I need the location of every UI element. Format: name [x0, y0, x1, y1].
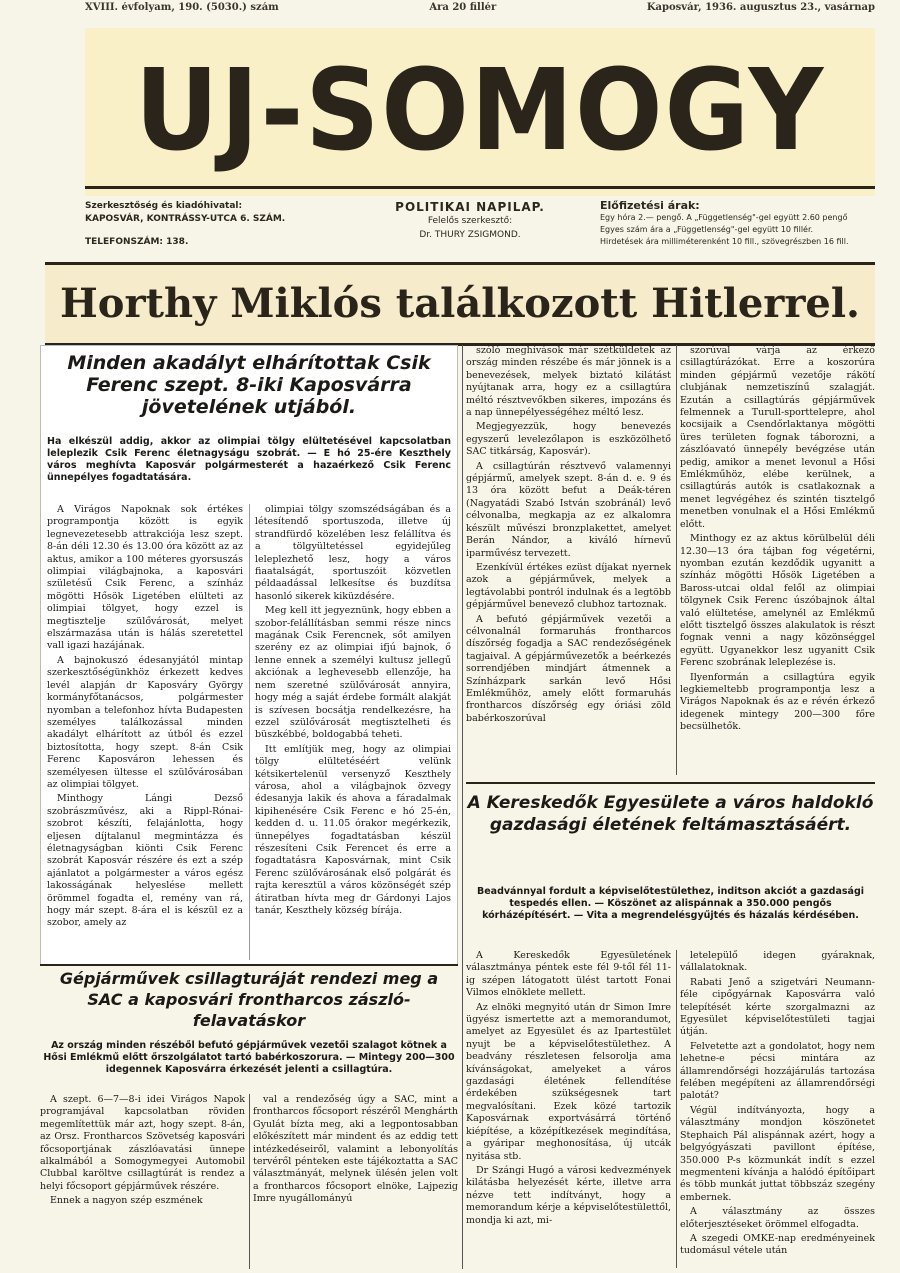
paragraph: A csillagtúrán résztvevő valamennyi gépjármű, amelyek szept. 8-án d. e. 9 és 13 óra között befut a Deák-téren (Nagyatádi Szabó István szobránál) levő célvonalba, megkapja az ez alkalomra készült művészi bronzplakettet, amelyet Berán Nándor, a kiváló hírnevű iparművész tervezett. — [466, 460, 671, 559]
article-gepjarmuvek-lead: Az ország minden részéből befutó gépjárművek vezetői szalagot kötnek a Hősi Emlékmű előtt őrszolgálatot tartó babérkoszorura. — Mintegy 200—300 idegennek Kaposvárra érkezését jelenti a csillagtúra. — [43, 1040, 455, 1075]
main-headline: Horthy Miklós találkozott Hitlerrel. — [60, 280, 860, 327]
article-column-right — [255, 504, 451, 919]
paragraph: szorúval várja az érkező csillagtúrázókat. Erre a koszorúra minden gépjármű vezetője rákötí clubjának nemzetiszínű szalagját. Ezután a csillagtúrás gépjárművek felmennek a Turull-sporttelepre, ahol kocsijaik a Csendőrlaktanya mögötti üres területen fognak táborozni, a zászlóavató ünnepély bevégzése után pedig, amikor a menet levonul a Hősi Emlékműhöz, elébe kerülnek, a csillagtúrás autók is csatlakoznak a menet legvégéhez és szintén tisztelgő menetben vonulnak el a Hősi Emlékmű előtt. — [680, 345, 875, 530]
column-divider — [676, 950, 677, 1268]
paragraph: Meg kell itt jegyeznünk, hogy ebben a szobor-felállításban semmi része nincs magának Csik Ferencnek, sőt amilyen szerény ez az olimpiai ifjú bajnok, ő lenne ennek a személyi kultusz jellegű akciónak a leghevesebb ellenzője, ha nem szeretné szülővárosát annyira, hogy még a saját érdebe formált alakját is szívesen bocsátja rendelkezésre, ha ezzel szülővárosát megtisztelheti és büszkébbé, boldogabbá teheti. — [255, 605, 451, 741]
editor-label: Felelős szerkesztő: — [427, 216, 513, 226]
paragraph: Dr Szángi Hugó a városi kedvezmények kilátásba helyezését kérte, illetve arra nézve tett indítványt, hogy a memorandum kérje a képviselőtestülettől, mondja ki azt, mi- — [466, 1164, 671, 1226]
paragraph: A Virágos Napoknak sok értékes programpontja között is egyik legnevezetesebb attrakciója lesz szept. 8-án déli 12.30 és 13.00 óra között az az aktus, amikor a 100 méteres gyorsuszás olimpiai világbajnoka, a kaposvári születésű Csik Ferenc, a színház mögötti Hősök Ligetében elülteti az olimpiai tölgyet, hogy ezzel is megtisztelje szülővárosát, melyet elszármazása után is hálás szeretettel vall igazi hazájának. — [47, 504, 243, 652]
paragraph: A választmány az összes előterjesztéseket örömmel elfogadta. — [680, 1206, 875, 1230]
paragraph: letelepülő idegen gyáraknak, vállalatoknak. — [680, 950, 875, 974]
paragraph: Minthogy ez az aktus körülbelül déli 12.30—13 óra tájban fog végetérni, nyomban ezután kezdődik ugyanitt a színház mögötti Hősök Ligetében a Baross-utcai oldal felől az olimpiai tölgynek Csik Ferenc úszóbajnok által való elültetése, amelynél az Emlékmű előtt tisztelgő összes alakulatok is részt fognak venni a nagy közönséggel együtt. Ugyanekkor lesz ugyanitt Csik Ferenc szobrának leleplezése is. — [680, 533, 875, 669]
price-line-2: Egyes szám ára a „Függetlenség"-gel együtt 10 fillér. — [600, 225, 814, 234]
paragraph: Ezenkívül értékes ezüst díjakat nyernek azok a gépjárművek, melyek a legtávolabbi pontról indulnak és a legtöbb gépjárművel benevező clubhoz tartoznak. — [466, 561, 671, 611]
paragraph: Megjegyezzük, hogy benevezés egyszerű levelezőlapon is eszközölhető SAC titkárság, Kaposvár). — [466, 421, 671, 458]
section-rule — [40, 964, 458, 966]
price-line-3: Hirdetések ára milliméterenként 10 fill., szövegrészben 16 fill. — [600, 237, 849, 246]
paper-type-title: POLITIKAI NAPILAP. — [395, 200, 545, 214]
article-column-left — [47, 504, 243, 932]
office-address: KAPOSVÁR, KONTRÁSSY-UTCA 6. SZÁM. — [85, 214, 286, 224]
article-lead: Ha elkészül addig, akkor az olimpiai tölgy elültetésével kapcsolatban leleplezik Csik Ferenc életnagyságu szobrát. — E hó 25-ére Keszthely város meghívta Kaposvár polgármesterét a hazaérkező Csik Ferenc ünnepélyes fogadtatására. — [47, 436, 451, 483]
article-csik-ferenc — [40, 345, 458, 965]
paragraph: A szegedi OMKE-nap eredményeinek tudomásul vétele után — [680, 1232, 875, 1257]
paragraph: Minthogy Lángi Dezső szobrászművész, aki a Rippl-Rónai-szobrot készíti, felajánlotta, hogy eljesen díjtalanul megmintázza és életnagyságban kiönti Csik Ferenc szobrát Kaposvár részére és ezt a szép ajánlatot a polgármester a város egész lakosságának helyeslése mellett örömmel fogadta el, remény van rá, hogy már szept. 8-ára el is készül ez a szobor, amely az — [47, 793, 243, 929]
office-label: Szerkesztőség és kiadóhivatal: — [85, 201, 243, 211]
gepjarmuvek-column-right — [253, 1094, 458, 1269]
paragraph: Ennek a nagyon szép eszmének — [50, 1195, 203, 1207]
editor-name: Dr. THURY ZSIGMOND. — [419, 230, 521, 240]
prices-title: Előfizetési árak: — [600, 199, 700, 212]
article-headline: Minden akadályt elhárítottak Csik Ferenc szept. 8-iki Kaposvárra jövetelének utjából. — [67, 352, 431, 418]
column-divider — [249, 1094, 250, 1269]
issue-date: Kaposvár, 1936. augusztus 23., vasárnap — [646, 2, 875, 13]
paragraph: olimpiai tölgy szomszédságában és a létesítendő sportuszoda, illetve új strandfürdő közelében lesz felállítva és a tölgyültetéssel egyidejűleg leleplezhető lesz, hogy a város fiaatalságát, sportuszóit közvetlen példaadással lelkesítse és buzdítsa hasonló sikerek kiküzdésére. — [255, 504, 451, 602]
column-divider — [676, 345, 677, 775]
paragraph: Felvetette azt a gondolatot, hogy nem lehetne-e pécsi mintára az államrendőrségi hozzájárulás tartozása felében megépíteni az államrendőrségi palotát? — [680, 1040, 875, 1102]
paragraph: Itt említjük meg, hogy az olimpiai tölgy elültetéséért velünk kétsikertelenül versenyző Keszthely városa, ahol a világbajnok özvegy édesanyja lakik és ahova a fáradalmak kipihenésére Csik Ferenc e hó 25-én, kedden d. u. 11.05 órakor megérkezik, ünnepélyes fogadtatásban készül részesíteni Csik Ferencet és erre a fogadtatásra Kaposvárnak, mint Csik Ferenc szülővárosának első polgárát és rajta keresztül a város közönségét szép átiratban hívta meg dr Gárdonyi Lajos tanár, Keszthely község bírája. — [255, 743, 451, 916]
paragraph: Az elnöki megnyitó után dr Simon Imre ügyész ismertette azt a memorandumot, amelyet az Egyesület és az Ipartestület nyujt be a képviselőtestülethez. A beadvány részletesen felsorolja ama kívánságokat, amelyeket a város gazdasági életének fellendítése érdekében szükségesnek tart megvalósítani. Ezek közé tartozik Kaposvárnak exportvásárrá történő kiépítése, a középítkezések megindítása, a gyáripar meghonosítása, új utcák nyitása stb. — [466, 1001, 671, 1162]
paragraph: Végül indítványozta, hogy a választmány mondjon köszönetet Stephaich Pál alispánnak azért, hogy a belgyógyászati pavillont építése, 350.000 P-s közmunkát indít s ezzel megmenteni kívánja a halódó építőipart és több munkát juttat többszáz szegény embernek. — [680, 1104, 875, 1203]
newspaper-title: UJ-SOMOGY — [134, 46, 826, 176]
paragraph: A bajnokuszó édesanyjától mintap szerkesztőségünkhöz érkezett kedves levél alapján dr Kaposváry György kormányfőtanácsos, polgármester nyomban a telefonhoz hívta Budapesten személyes találkozással minden akadályt elhárított az útból és ezzel biztosította, hogy szept. 8-án Csik Ferenc Kaposváron lehessen és személyesen ültesse el szülővárosában az olimpiai tölgyet. — [47, 654, 243, 790]
issue-price: Ára 20 fillér — [429, 2, 497, 13]
section-rule — [466, 782, 875, 784]
paragraph: szóló meghívások már szétküldetek az ország minden részébe és már jönnek is a benevezések, melyek biztató kilátást nyújtanak arra, hogy ez a csillagtúra méltó résztvevőkben sikeres, impozáns és a nap ünnepélyességéhez méltó lesz. — [466, 345, 671, 419]
article-kereskedok-headline: A Kereskedők Egyesülete a város haldokló gazdasági életének feltámasztásáért. — [467, 793, 874, 835]
paragraph: A Kereskedők Egyesületének választmánya péntek este fél 9-től fél 11-ig szépen látogatott ülést tartott Fonai Vilmos elnöklete mellett. — [466, 950, 671, 999]
paragraph: Rabati Jenő a szigetvári Neumann-féle cipőgyárnak Kaposvárra való telepítését kérte szorgalmazni az Egyesület képviselőtestületi tagjai útján. — [680, 976, 875, 1038]
paragraph: A szept. 6—7—8-i idei Virágos Napok programjával kapcsolatban röviden megemlítettük már azt, hogy szept. 8-án, az Orsz. Frontharcos Szövetség kaposvári főcsoportjának zászlóavatási ünnepe alkalmából a Somogymegyei Automobil Clubbal karöltve csillagtúrát is rendez a helyi főcsoport gépjárművek részére. — [40, 1094, 245, 1192]
subscription-prices — [600, 200, 875, 248]
column-divider — [462, 345, 463, 1269]
article-gepjarmuvek-headline: Gépjárművek csillagturáját rendezi meg a SAC a kaposvári frontharcos zászló-felavatáskor — [59, 969, 439, 1030]
column-divider — [249, 504, 250, 960]
paragraph: Ilyenformán a csillagtúra egyik legkiemeltebb programpontja lesz a Virágos Napoknak és az e révén érkező idegenek mintegy 200—300 főre becsülhetők. — [680, 671, 875, 733]
csillagtura-continued-column — [466, 345, 671, 775]
article-kereskedok-lead: Beadvánnyal fordult a képviselőtestülethez, inditson akciót a gazdasági tespedés ellen. — Köszönet az alispánnak a 350.000 pengős kórházépítésért. — Vita a megrendelésgyűjtés és házalás kérdésében. — [476, 886, 865, 921]
office-phone: TELEFONSZÁM: 138. — [85, 237, 189, 247]
kereskedok-column-left — [466, 950, 671, 1268]
dateline — [85, 2, 875, 20]
masthead — [85, 28, 875, 196]
masthead-rule — [85, 186, 875, 189]
publisher-info — [85, 200, 875, 252]
price-line-1: Egy hóra 2.— pengő. A „Függetlenség"-gel együtt 2.60 pengő — [600, 213, 848, 222]
issue-number: XVIII. évfolyam, 190. (5030.) szám — [85, 2, 279, 13]
paper-type — [355, 200, 585, 242]
paragraph: A befutó gépjárművek vezetői a célvonalnál formaruhás frontharcos díszőrség fogadja a SAC rendezőségének tagjaival. A gépjárművezetők a beérkezés sorrendjében mindjárt átmennek a Színházpark sarkán levő Hősi Emlékműhöz, amely előtt formaruhás frontharcos díszőrség egy óriási zöld babérkoszorúval — [466, 613, 671, 724]
kereskedok-column-right — [680, 950, 875, 1268]
editorial-office — [85, 200, 335, 249]
paragraph: val a rendezőség úgy a SAC, mint a frontharcos főcsoport részéről Menghárth Gyulát bízta meg, aki a legpontosabban előkészített már mindent és az eddig tett intézkedéseiről, valamint a lebonyolítás tervéről pénteken este tájékoztatta a SAC választmányát, melynek ülésén jelen volt a frontharcos főcsoport elnöke, Lajpezig Imre nyugállományú — [253, 1094, 458, 1205]
gepjarmuvek-column-left — [40, 1094, 245, 1269]
main-headline-banner — [45, 262, 875, 346]
csillagtura-continued-column-2 — [680, 345, 875, 775]
